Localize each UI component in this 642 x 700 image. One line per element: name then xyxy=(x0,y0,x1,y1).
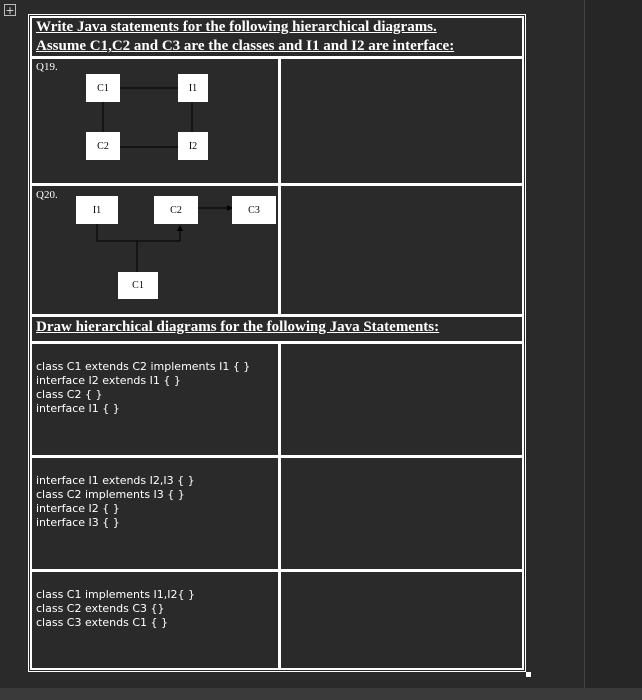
q20-line-i1-c2 xyxy=(97,224,180,241)
code-line: class C2 implements I3 { } xyxy=(36,488,185,501)
q19-label: Q19. xyxy=(36,61,58,73)
code-line: class C1 extends C2 implements I1 { } xyxy=(36,360,251,373)
statement-3-answer-cell[interactable] xyxy=(279,570,524,670)
code-line: class C2 extends C3 {} xyxy=(36,602,165,615)
statement-2-code xyxy=(36,474,195,530)
q19-box-c2: C2 xyxy=(86,132,120,160)
code-line: interface I2 extends I1 { } xyxy=(36,374,181,387)
code-line: interface I1 { } xyxy=(36,402,120,415)
q20-box-c1: C1 xyxy=(118,272,158,299)
q20-box-c3: C3 xyxy=(232,196,276,224)
statement-1-answer-cell[interactable] xyxy=(279,342,524,457)
q20-box-i1: I1 xyxy=(76,196,118,224)
q19-box-i2: I2 xyxy=(178,132,208,160)
section2-title: Draw hierarchical diagrams for the following Java Statements: xyxy=(36,319,440,335)
code-line: interface I1 extends I2,I3 { } xyxy=(36,474,195,487)
table-resize-handle[interactable] xyxy=(526,672,531,677)
q19-box-i1: I1 xyxy=(178,74,208,102)
code-line: class C1 implements I1,I2{ } xyxy=(36,588,196,601)
code-line: interface I3 { } xyxy=(36,516,120,529)
code-line: class C2 { } xyxy=(36,388,103,401)
q19-box-c1: C1 xyxy=(86,74,120,102)
table-move-handle-icon[interactable]: + xyxy=(5,4,15,17)
statement-1-code xyxy=(36,360,250,416)
code-line: interface I2 { } xyxy=(36,502,120,515)
q20-box-c2: C2 xyxy=(154,196,198,224)
statement-3-code xyxy=(36,588,195,630)
heading-line-1: Write Java statements for the following hierarchical diagrams. xyxy=(36,19,437,35)
heading-line-2: Assume C1,C2 and C3 are the classes and I1 and I2 are interface: xyxy=(36,38,455,54)
q20-label: Q20. xyxy=(36,189,58,201)
code-line: class C3 extends C1 { } xyxy=(36,616,168,629)
statement-2-answer-cell[interactable] xyxy=(279,456,524,571)
